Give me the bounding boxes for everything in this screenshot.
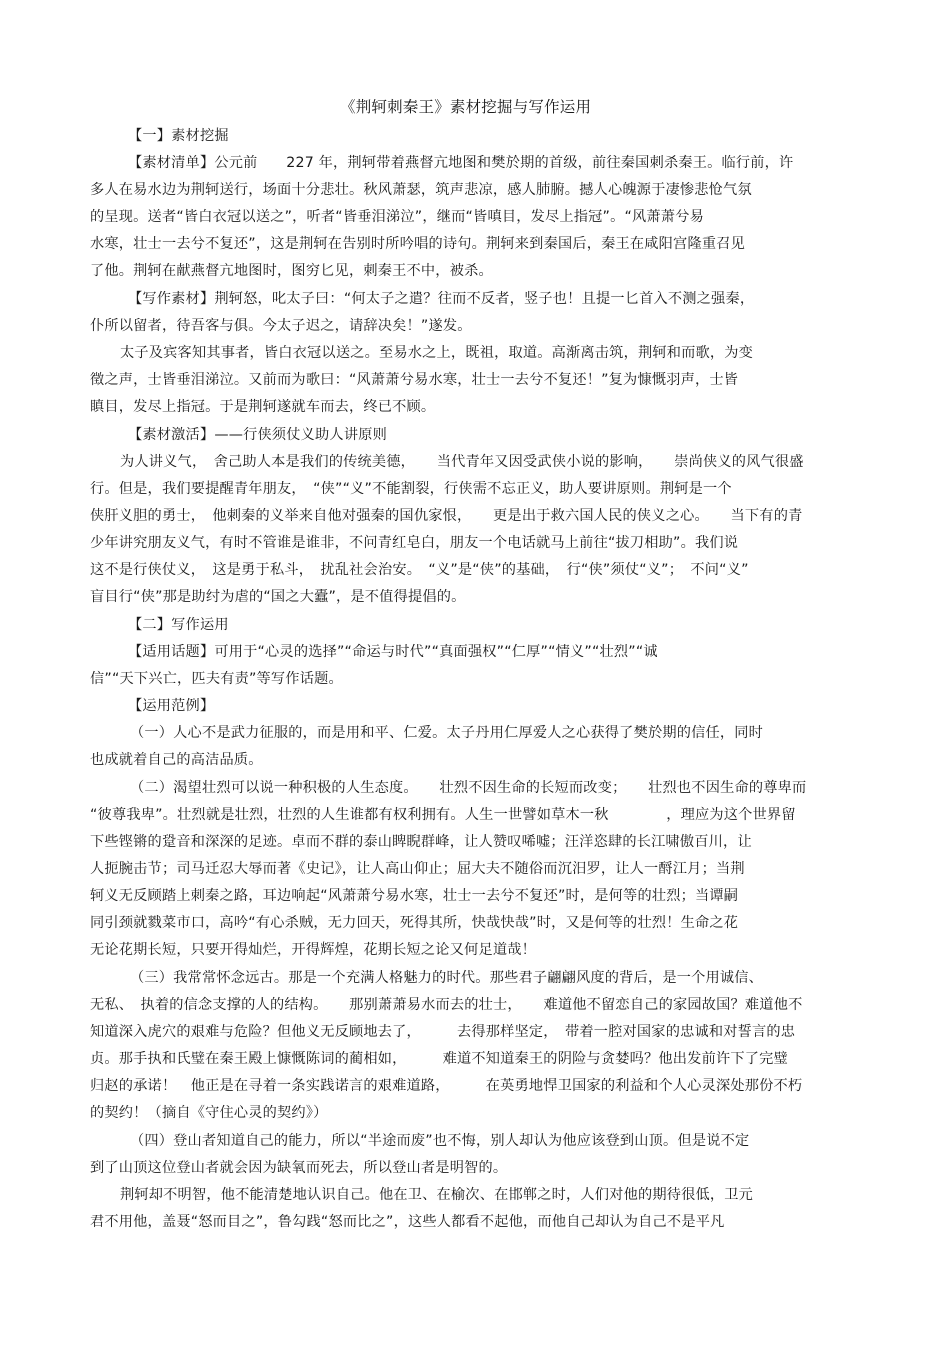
document-title: 《荆轲刺秦王》素材挖掘与写作运用 xyxy=(340,98,592,116)
paragraph-line: 侠肝义胆的勇士， 他刺秦的义举来自他对强秦的国仇家恨， 更是出于救六国人民的侠义之心。 当下有的青 xyxy=(90,508,803,524)
paragraph-line: 太子及宾客知其事者，皆白衣冠以送之。至易水之上，既祖，取道。高渐离击筑，荆轲和而歌，为变 xyxy=(120,345,754,361)
paragraph-line: 多人在易水边为荆轲送行，场面十分悲壮。秋风萧瑟，筑声悲凉，感人肺腑。撼人心魄源于凄惨悲怆气氛 xyxy=(90,182,752,198)
paragraph-line: 的呈现。送者“皆白衣冠以送之”，听者“皆垂泪涕泣”，继而“皆嗔目，发尽上指冠”。“风萧萧兮易 xyxy=(90,209,704,225)
paragraph-line: 水寒，壮士一去兮不复还”，这是荆轲在告别时所吟唱的诗句。荆轲来到秦国后，秦王在咸阳宫隆重召见 xyxy=(90,236,745,252)
paragraph-line: 人扼腕击节；司马迁忍大辱而著《史记》，让人高山仰止；屈大夫不随俗而沉汨罗，让人一酹江月；当荆 xyxy=(90,861,745,877)
section-heading: 【一】素材挖掘 xyxy=(128,128,229,144)
paragraph-line: 信”“天下兴亡，匹夫有责”等写作话题。 xyxy=(90,671,343,687)
paragraph-line: （一）人心不是武力征服的，而是用和平、仁爱。太子丹用仁厚爱人之心获得了樊於期的信任，同时 xyxy=(130,725,764,741)
paragraph-line: （二）渴望壮烈可以说一种积极的人生态度。 壮烈不因生命的长短而改变； 壮烈也不因生命的尊卑而 xyxy=(130,780,807,796)
paragraph-line: 盲目行“侠”那是助纣为虐的“国之大蠹”，是不值得提倡的。 xyxy=(90,589,466,605)
paragraph-line: 无论花期长短，只要开得灿烂，开得辉煌，花期长短之论又何足道哉！ xyxy=(90,942,537,958)
paragraph-line: “彼尊我卑”。壮烈就是壮烈，壮烈的人生谁都有权利拥有。人生一世譬如草木一秋 ，理应为这个世界留 xyxy=(90,807,796,823)
paragraph-line: 荆轲却不明智，他不能清楚地认识自己。他在卫、在榆次、在邯郸之时，人们对他的期待很低，卫元 xyxy=(120,1187,754,1203)
paragraph-line: 瞋目，发尽上指冠。于是荆轲遂就车而去，终已不顾。 xyxy=(90,399,436,415)
paragraph-line: 归赵的承诺！ 他正是在寻着一条实践诺言的艰难道路， 在英勇地悍卫国家的利益和个人心灵深处那份不朽 xyxy=(90,1078,803,1094)
paragraph-line: 【素材激活】——行侠须仗义助人讲原则 xyxy=(128,427,387,443)
paragraph-line: 【运用范例】 xyxy=(128,698,215,714)
paragraph-line: 到了山顶这位登山者就会因为缺氧而死去，所以登山者是明智的。 xyxy=(90,1160,508,1176)
paragraph-line: 【写作素材】荆轲怒，叱太子曰：“何太子之遣？往而不反者，竖子也！且提一匕首入不测之强秦， xyxy=(128,291,755,307)
paragraph-line: 【素材清单】公元前 227 年，荆轲带着燕督亢地图和樊於期的首级，前往秦国刺杀秦王。临行前，许 xyxy=(128,155,794,171)
paragraph-line: 仆所以留者，待吾客与俱。今太子迟之，请辞决矣！”遂发。 xyxy=(90,318,472,334)
paragraph-line: 的契约！（摘自《守住心灵的契约》） xyxy=(90,1105,328,1121)
paragraph-line: 也成就着自己的高洁品质。 xyxy=(90,752,263,768)
paragraph-line: 无私、 执着的信念支撑的人的结构。 那别萧萧易水而去的壮士， 难道他不留恋自己的家园故国？难道他不 xyxy=(90,997,803,1013)
paragraph-line: （三）我常常怀念远古。那是一个充满人格魅力的时代。那些君子翩翩风度的背后，是一个用诚信、 xyxy=(130,970,764,986)
paragraph-line: 这不是行侠仗义， 这是勇于私斗， 扰乱社会治安。 “义”是“侠”的基础， 行“侠”须仗“义”； 不问“义” xyxy=(90,562,749,578)
paragraph-line: 知道深入虎穴的艰难与危险？但他义无反顾地去了， 去得那样坚定， 带着一腔对国家的忠诚和对誓言的忠 xyxy=(90,1024,796,1040)
paragraph-line: 【适用话题】可用于“心灵的选择”“命运与时代”“真面强权”“仁厚”“情义”“壮烈”“诚 xyxy=(128,644,658,660)
paragraph-line: （四）登山者知道自己的能力，所以“半途而废”也不悔，别人却认为他应该登到山顶。但是说不定 xyxy=(130,1133,750,1149)
section-heading: 【二】写作运用 xyxy=(128,617,229,633)
paragraph-line: 行。但是，我们要提醒青年朋友， “侠”“义”不能割裂，行侠需不忘正义，助人要讲原则。荆轲是一个 xyxy=(90,481,732,497)
paragraph-line: 轲义无反顾踏上刺秦之路，耳边响起“风萧萧兮易水寒，壮士一去兮不复还”时，是何等的壮烈；当谭嗣 xyxy=(90,888,739,904)
paragraph-line: 了他。荆轲在献燕督亢地图时，图穷匕见，刺秦王不中，被杀。 xyxy=(90,263,493,279)
paragraph-line: 贞。那手执和氏璧在秦王殿上慷慨陈词的蔺相如， 难道不知道秦王的阴险与贪婪吗？他出发前许下了完璧 xyxy=(90,1051,788,1067)
paragraph-line: 徵之声，士皆垂泪涕泣。又前而为歌曰：“风萧萧兮易水寒，壮士一去兮不复还！”复为慷慨羽声，士皆 xyxy=(90,372,739,388)
paragraph-line: 下些铿锵的跫音和深深的足迹。卓而不群的泰山睥睨群峰，让人赞叹唏嘘；汪洋恣肆的长江啸傲百川，让 xyxy=(90,834,752,850)
paragraph-line: 为人讲义气， 舍己助人本是我们的传统美德， 当代青年又因受武侠小说的影响， 崇尚侠义的风气很盛 xyxy=(120,454,804,470)
paragraph-line: 君不用他，盖聂“怒而目之”，鲁勾践“怒而比之”，这些人都看不起他，而他自己却认为自己不是平凡 xyxy=(90,1214,725,1230)
paragraph-line: 同引颈就戮菜市口，高吟“有心杀贼，无力回天，死得其所，快哉快哉”时，又是何等的壮烈！生命之花 xyxy=(90,915,739,931)
paragraph-line: 少年讲究朋友义气，有时不管谁是谁非，不问青红皂白，朋友一个电话就马上前往“拔刀相助”。我们说 xyxy=(90,535,739,551)
